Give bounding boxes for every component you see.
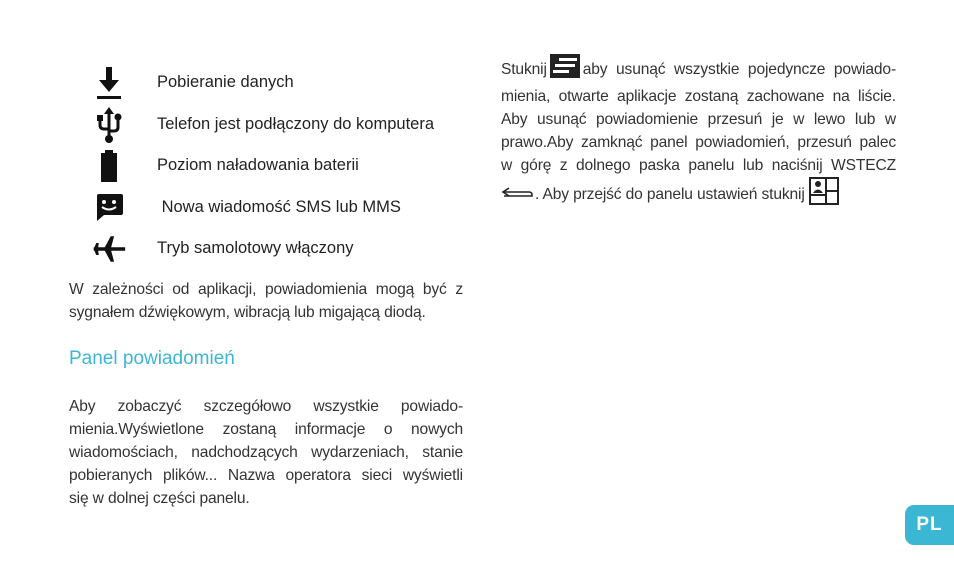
usb-icon <box>92 108 126 142</box>
paragraph-text: Stuknij <box>501 61 547 78</box>
notification-info-paragraph <box>69 278 463 324</box>
paragraph-text: . Aby przejść do panelu ustawień stuknij <box>535 186 805 203</box>
battery-icon <box>92 149 126 183</box>
paragraph-line: Aby zobaczyć szczegółowo wszystkie powiado- <box>69 398 463 415</box>
paragraph-line: W zależności od aplikacji, powiadomienia mogą być z <box>69 281 463 298</box>
back-arrow-icon <box>501 183 535 206</box>
status-label: Telefon jest podłączony do komputera <box>157 115 435 133</box>
language-tab: PL <box>905 505 954 545</box>
paragraph-line <box>501 177 896 212</box>
status-label: Tryb samolotowy włączony <box>157 239 354 257</box>
paragraph-line: Aby usunąć powiadomienie przesuń je w lewo lub w <box>501 111 896 128</box>
status-row-airplane <box>0 232 480 266</box>
paragraph-line: sygnałem dźwiękowym, wibracją lub migającą diodą. <box>69 304 426 321</box>
status-row-download <box>0 66 480 100</box>
paragraph-line: w górę z dolnego paska panelu lub naciśnij WSTECZ <box>501 157 896 174</box>
airplane-icon <box>92 232 126 266</box>
status-label: Poziom naładowania baterii <box>157 156 359 174</box>
clear-all-icon <box>550 54 580 85</box>
status-row-battery <box>0 149 480 183</box>
paragraph-line: prawo.Aby zamknąć panel powiadomień, przesuń palec <box>501 134 896 151</box>
right-paragraph <box>501 54 896 212</box>
status-row-sms <box>0 191 480 225</box>
settings-panel-icon <box>809 177 839 212</box>
paragraph-line <box>501 54 896 85</box>
status-label: Nowa wiadomość SMS lub MMS <box>157 198 401 216</box>
paragraph-line: mienia, otwarte aplikacje zostaną zachowane na liście. <box>501 88 896 105</box>
paragraph-line: pobieranych plików... Nazwa operatora sieci wyświetli <box>69 467 463 484</box>
section-heading: Panel powiadomień <box>69 348 235 369</box>
status-row-usb <box>0 108 480 142</box>
sms-icon <box>92 191 126 225</box>
paragraph-line: wiadomościach, nadchodzących wydarzeniach, stanie <box>69 444 463 461</box>
panel-paragraph <box>69 395 463 510</box>
paragraph-line: mienia.Wyświetlone zostaną informacje o nowych <box>69 421 463 438</box>
paragraph-line: się w dolnej części panelu. <box>69 490 250 507</box>
download-icon <box>92 66 126 100</box>
status-label: Pobieranie danych <box>157 73 294 91</box>
paragraph-text: aby usunąć wszystkie pojedyncze powiado- <box>582 61 896 78</box>
